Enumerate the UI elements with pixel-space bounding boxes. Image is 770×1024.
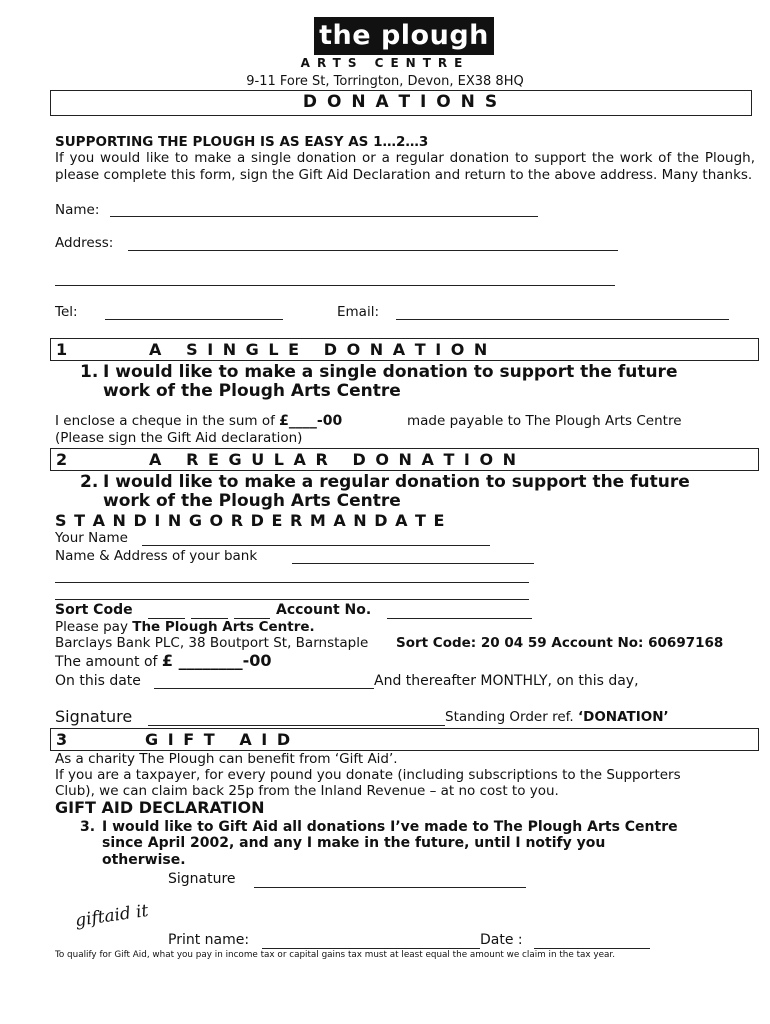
please-pay-line bbox=[55, 619, 315, 635]
gift-signature-field[interactable] bbox=[254, 887, 526, 888]
cheque-text-pre: I enclose a cheque in the sum of bbox=[55, 413, 280, 429]
address-field-2[interactable] bbox=[55, 285, 615, 286]
address-label: Address: bbox=[55, 235, 114, 251]
bank-field-2[interactable] bbox=[55, 582, 529, 583]
section-title: G I F T A I D bbox=[145, 730, 293, 749]
gift-signature-label: Signature bbox=[168, 871, 236, 887]
payee-name: The Plough Arts Centre. bbox=[132, 619, 315, 635]
account-no-label: Account No. bbox=[276, 602, 372, 618]
gift-statement-line2: since April 2002, and any I make in the future, until I notify you bbox=[102, 835, 606, 851]
item-number: 1. bbox=[80, 362, 99, 382]
gift-statement-line3: otherwise. bbox=[102, 852, 186, 868]
regular-statement-line1: I would like to make a regular donation to support the future bbox=[103, 472, 690, 492]
gift-aid-text-1: If you are a taxpayer, for every pound you donate (including subscriptions to the Supporters bbox=[55, 767, 681, 783]
print-name-label: Print name: bbox=[168, 932, 250, 948]
gift-aid-intro: As a charity The Plough can benefit from ‘Gift Aid’. bbox=[55, 751, 398, 767]
cheque-line bbox=[55, 413, 342, 429]
email-field[interactable] bbox=[396, 319, 729, 320]
donations-title-box bbox=[50, 90, 752, 116]
gift-aid-declaration-heading: GIFT AID DECLARATION bbox=[55, 798, 265, 817]
single-donation-box bbox=[50, 338, 759, 361]
gift-aid-text-2: Club), we can claim back 25p from the Inland Revenue – at no cost to you. bbox=[55, 783, 559, 799]
date-label: Date : bbox=[480, 932, 523, 948]
date-field[interactable] bbox=[154, 688, 374, 689]
intro-heading: SUPPORTING THE PLOUGH IS AS EASY AS 1…2…3 bbox=[55, 134, 429, 150]
so-ref-value: ‘DONATION’ bbox=[578, 709, 669, 725]
your-name-label: Your Name bbox=[55, 530, 128, 546]
cheque-payable-text: made payable to The Plough Arts Centre bbox=[407, 413, 682, 429]
cheque-amount-field[interactable]: £____-00 bbox=[279, 413, 343, 429]
your-name-field[interactable] bbox=[142, 545, 490, 546]
gift-aid-footnote: To qualify for Gift Aid, what you pay in income tax or capital gains tax must at least equal the amount we claim in the tax year. bbox=[55, 950, 616, 960]
venue-address: 9-11 Fore St, Torrington, Devon, EX38 8HQ bbox=[246, 74, 524, 89]
print-name-field[interactable] bbox=[262, 948, 480, 949]
section-title: A S I N G L E D O N A T I O N bbox=[149, 340, 490, 359]
name-label: Name: bbox=[55, 202, 100, 218]
name-field[interactable] bbox=[110, 216, 538, 217]
bank-label: Name & Address of your bank bbox=[55, 548, 258, 564]
section-title: A R E G U L A R D O N A T I O N bbox=[149, 450, 519, 469]
bank-field-1[interactable] bbox=[292, 563, 534, 564]
item-number: 3. bbox=[80, 819, 96, 835]
amount-line bbox=[55, 651, 272, 670]
arts-centre-subtitle: ARTS CENTRE bbox=[300, 56, 470, 70]
giftaid-it-logo: giftaid it bbox=[73, 900, 150, 932]
amount-field[interactable]: £ ________-00 bbox=[161, 651, 272, 670]
monthly-text: And thereafter MONTHLY, on this day, bbox=[374, 673, 639, 689]
bank-field-3[interactable] bbox=[55, 599, 529, 600]
tel-field[interactable] bbox=[105, 319, 283, 320]
so-ref-label: Standing Order ref. bbox=[445, 709, 578, 725]
please-pay-text: Please pay bbox=[55, 619, 133, 635]
bank-codes: Sort Code: 20 04 59 Account No: 60697168 bbox=[396, 635, 724, 651]
tel-label: Tel: bbox=[55, 304, 78, 320]
plough-logo: the plough bbox=[314, 17, 494, 55]
single-statement-line1: I would like to make a single donation to support the future bbox=[103, 362, 678, 382]
regular-donation-box bbox=[50, 448, 759, 471]
signature-field[interactable] bbox=[148, 725, 445, 726]
regular-statement-line2: work of the Plough Arts Centre bbox=[103, 491, 401, 511]
date-label: On this date bbox=[55, 673, 141, 689]
gift-statement-line1: I would like to Gift Aid all donations I’ve made to The Plough Arts Centre bbox=[102, 819, 678, 835]
account-no-field[interactable] bbox=[387, 618, 532, 619]
email-label: Email: bbox=[337, 304, 380, 320]
single-statement-line2: work of the Plough Arts Centre bbox=[103, 381, 401, 401]
amount-label: The amount of bbox=[55, 654, 162, 670]
standing-order-ref bbox=[445, 709, 669, 725]
item-number: 2. bbox=[80, 472, 99, 492]
sign-note: (Please sign the Gift Aid declaration) bbox=[55, 430, 303, 446]
page-title: D O N A T I O N S bbox=[302, 92, 500, 112]
address-field-1[interactable] bbox=[128, 250, 618, 251]
bank-details: Barclays Bank PLC, 38 Boutport St, Barnstaple bbox=[55, 635, 369, 651]
signature-label: Signature bbox=[55, 707, 133, 726]
section-number: 1 bbox=[56, 340, 68, 359]
gift-date-field[interactable] bbox=[534, 948, 650, 949]
section-number: 3 bbox=[56, 730, 68, 749]
sort-code-label: Sort Code bbox=[55, 602, 133, 618]
gift-aid-box bbox=[50, 728, 759, 751]
standing-order-heading: S T A N D I N G O R D E R M A N D A T E bbox=[55, 511, 446, 530]
section-number: 2 bbox=[56, 450, 68, 469]
intro-text: If you would like to make a single donation or a regular donation to support the work of the Plough, please complete this form, sign the Gift Aid Declaration and return to the above address. Many thanks. bbox=[55, 150, 755, 183]
